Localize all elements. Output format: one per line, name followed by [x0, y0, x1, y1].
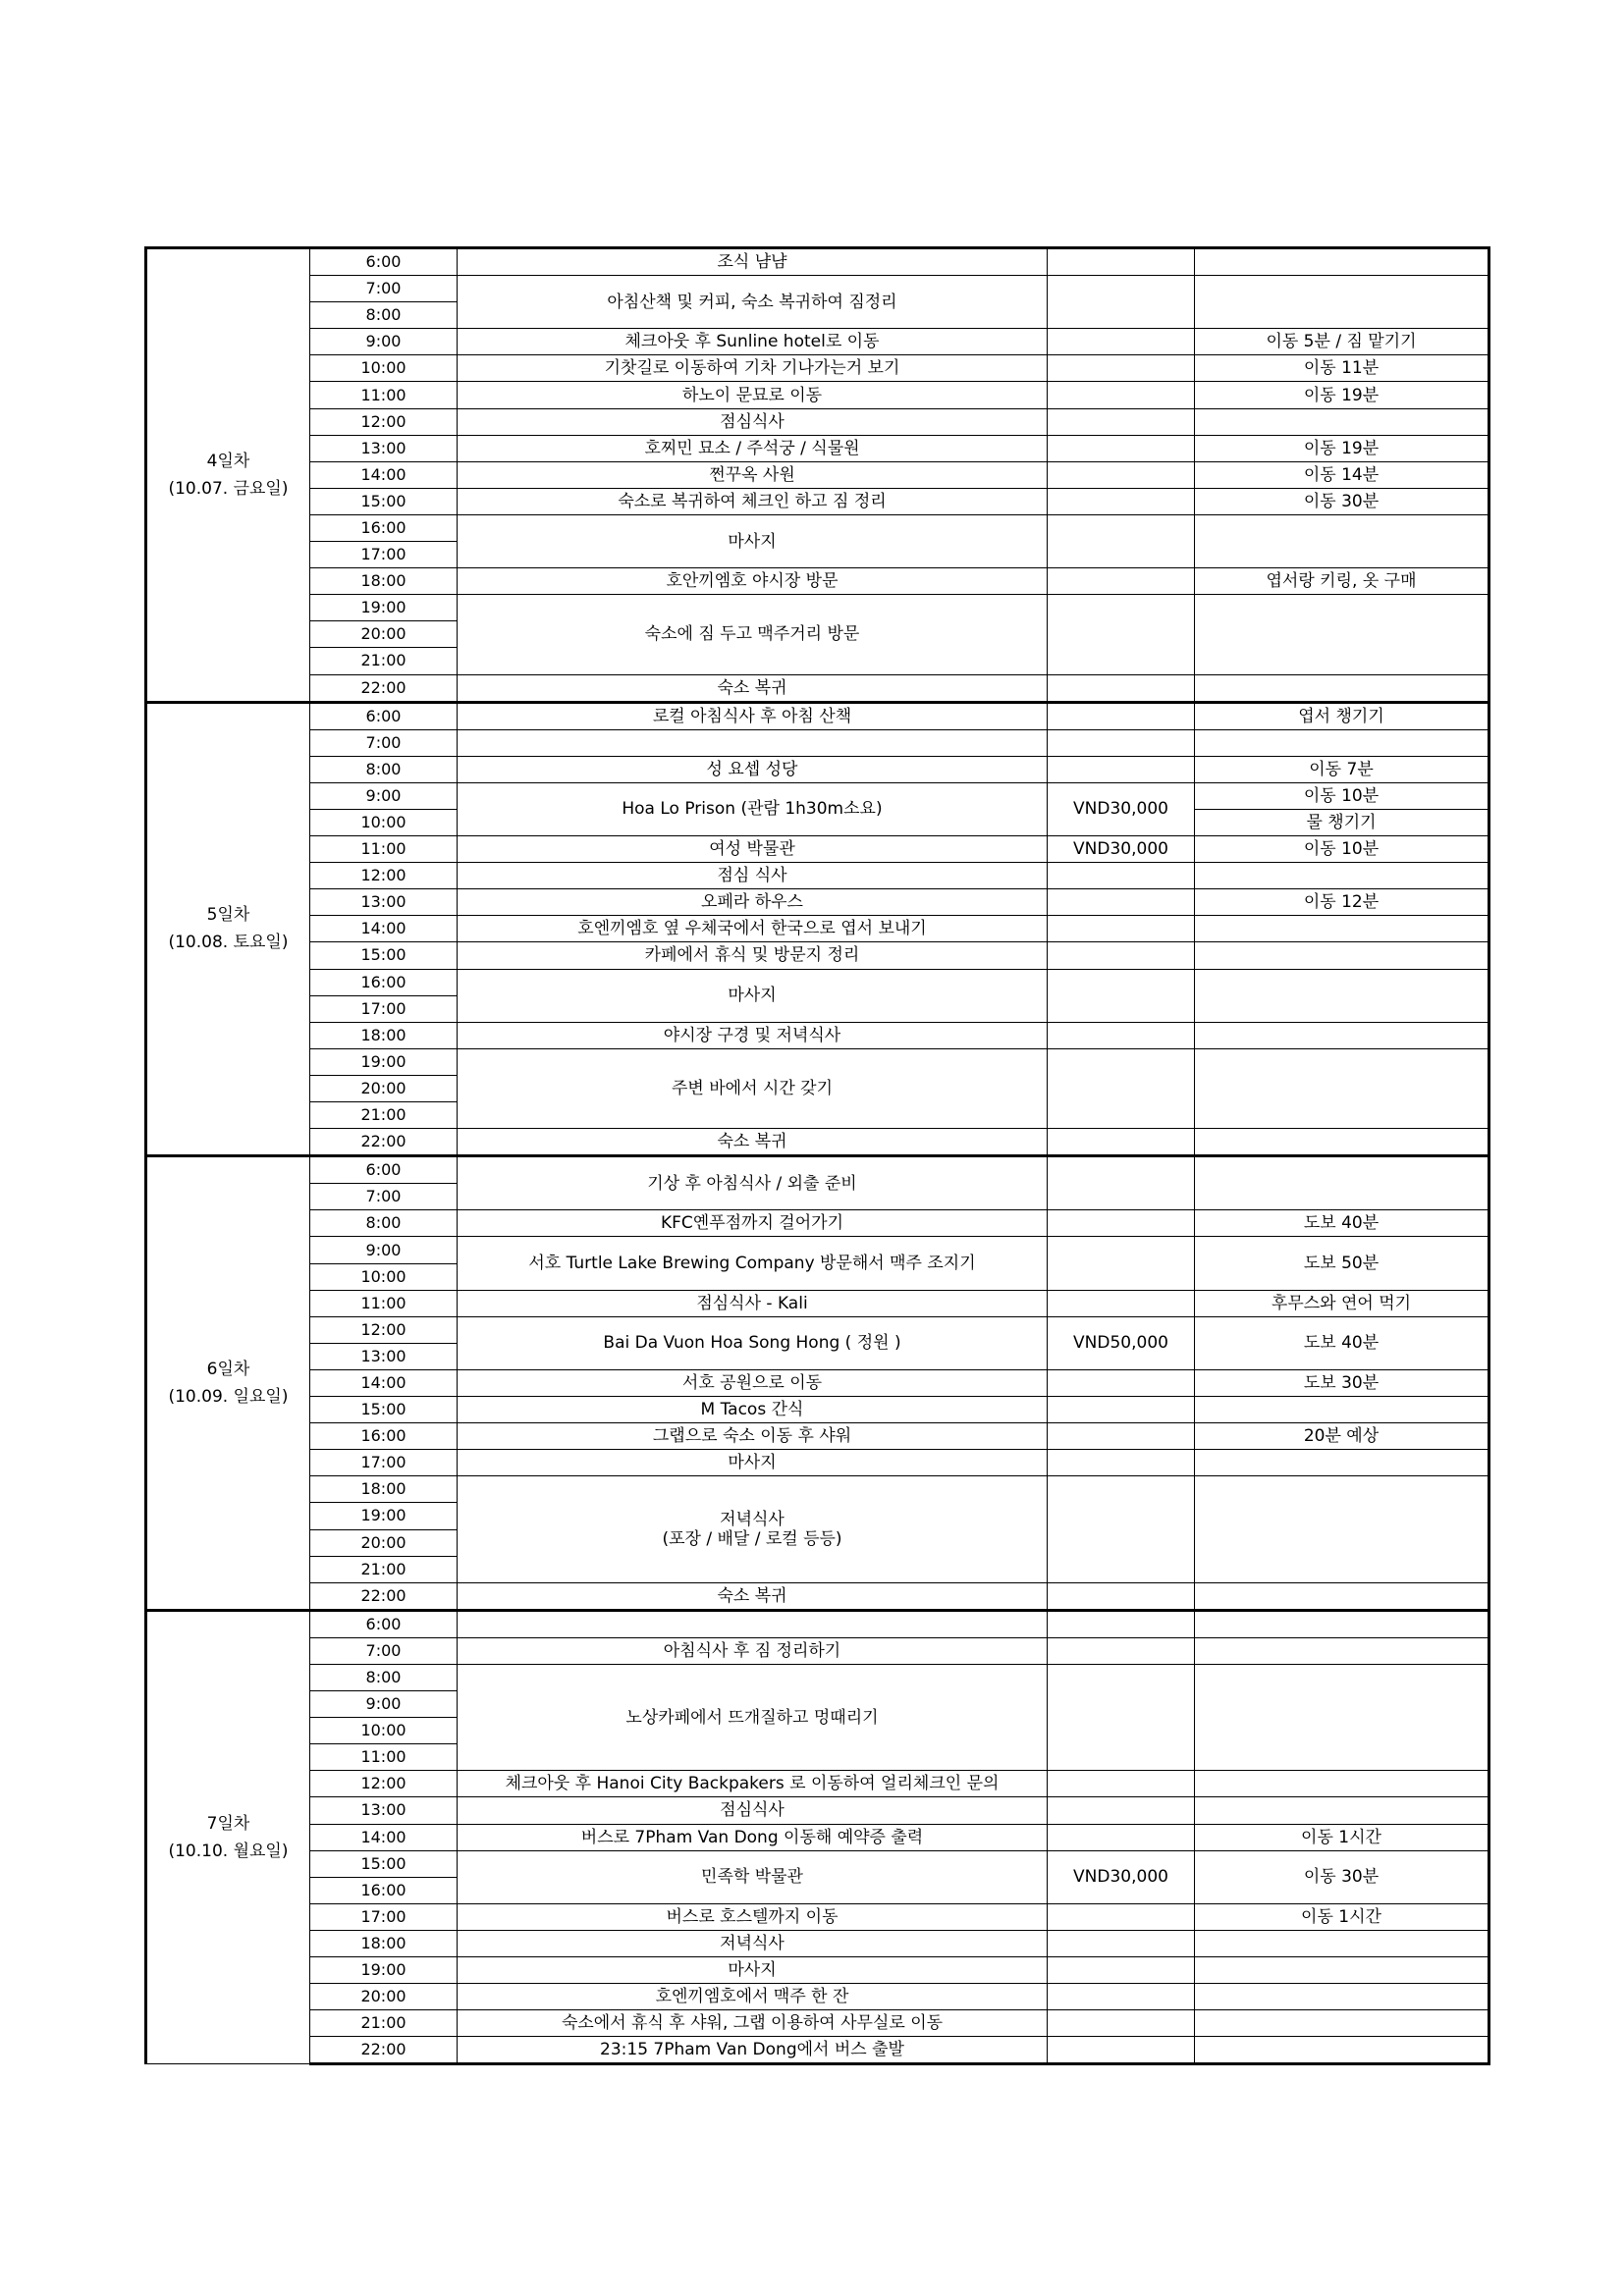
activity-cell: 야시장 구경 및 저녁식사 [458, 1022, 1048, 1048]
note-cell [1195, 1397, 1489, 1423]
time-cell: 13:00 [310, 889, 458, 916]
time-cell: 12:00 [310, 1316, 458, 1343]
schedule-row [146, 1610, 1489, 1637]
schedule-row [146, 1930, 1489, 1956]
activity-cell: 버스로 호스텔까지 이동 [458, 1903, 1048, 1930]
cost-cell [1048, 1156, 1195, 1210]
cost-cell [1048, 1048, 1195, 1128]
cost-cell [1048, 1022, 1195, 1048]
schedule-row [146, 276, 1489, 302]
time-cell: 7:00 [310, 1184, 458, 1210]
cost-cell [1048, 435, 1195, 461]
time-cell: 16:00 [310, 969, 458, 995]
schedule-row [146, 1156, 1489, 1184]
cost-cell [1048, 488, 1195, 514]
day-cell [146, 248, 310, 703]
note-cell [1195, 1610, 1489, 1637]
activity-cell: 마사지 [458, 1957, 1048, 1984]
time-cell: 8:00 [310, 1210, 458, 1237]
activity-cell: 호안끼엠호 야시장 방문 [458, 568, 1048, 595]
time-cell: 9:00 [310, 1691, 458, 1718]
cost-cell [1048, 1957, 1195, 1984]
note-cell: 도보 40분 [1195, 1210, 1489, 1237]
time-cell: 20:00 [310, 621, 458, 648]
schedule-row [146, 836, 1489, 863]
time-cell: 16:00 [310, 514, 458, 541]
schedule-row [146, 2010, 1489, 2037]
schedule-row [146, 863, 1489, 889]
time-cell: 12:00 [310, 408, 458, 435]
activity-cell: 카페에서 휴식 및 방문지 정리 [458, 942, 1048, 969]
cost-cell [1048, 1930, 1195, 1956]
note-cell: 이동 11분 [1195, 355, 1489, 382]
note-cell [1195, 942, 1489, 969]
cost-cell [1048, 2037, 1195, 2064]
day-date: (10.07. 금요일) [168, 478, 289, 499]
cost-cell [1048, 1450, 1195, 1476]
activity-cell: 숙소 복귀 [458, 1129, 1048, 1156]
note-cell [1195, 969, 1489, 1022]
activity-cell: Bai Da Vuon Hoa Song Hong ( 정원 ) [458, 1316, 1048, 1369]
activity-cell: 마사지 [458, 969, 1048, 1022]
activity-cell: 저녁식사 (포장 / 배달 / 로컬 등등) [458, 1476, 1048, 1582]
time-cell: 10:00 [310, 1718, 458, 1744]
activity-cell: 호엔끼엠호 옆 우체국에서 한국으로 엽서 보내기 [458, 916, 1048, 942]
schedule-row [146, 1423, 1489, 1450]
cost-cell [1048, 355, 1195, 382]
cost-cell [1048, 756, 1195, 782]
schedule-row [146, 435, 1489, 461]
cost-cell [1048, 1582, 1195, 1610]
note-cell [1195, 1048, 1489, 1128]
day-cell [146, 702, 310, 1156]
schedule-row [146, 1316, 1489, 1343]
schedule-row [146, 1797, 1489, 1824]
activity-cell: 마사지 [458, 1450, 1048, 1476]
note-cell [1195, 916, 1489, 942]
schedule-row [146, 1210, 1489, 1237]
activity-cell: 숙소로 복귀하여 체크인 하고 짐 정리 [458, 488, 1048, 514]
time-cell: 11:00 [310, 1290, 458, 1316]
note-cell [1195, 1156, 1489, 1210]
note-cell: 이동 5분 / 짐 맡기기 [1195, 329, 1489, 355]
note-cell [1195, 1582, 1489, 1610]
cost-cell [1048, 382, 1195, 408]
cost-cell [1048, 916, 1195, 942]
time-cell: 9:00 [310, 329, 458, 355]
cost-cell: VND30,000 [1048, 1850, 1195, 1903]
note-cell [1195, 514, 1489, 567]
time-cell: 12:00 [310, 863, 458, 889]
time-cell: 14:00 [310, 916, 458, 942]
time-cell: 22:00 [310, 1129, 458, 1156]
time-cell: 6:00 [310, 248, 458, 276]
cost-cell [1048, 595, 1195, 674]
schedule-row [146, 408, 1489, 435]
day-label: 4일차 [206, 451, 250, 471]
note-cell [1195, 1930, 1489, 1956]
time-cell: 10:00 [310, 1263, 458, 1290]
note-cell: 엽서랑 키링, 옷 구매 [1195, 568, 1489, 595]
activity-cell: Hoa Lo Prison (관람 1h30m소요) [458, 782, 1048, 835]
cost-cell: VND30,000 [1048, 836, 1195, 863]
day-date: (10.09. 일요일) [168, 1386, 289, 1407]
cost-cell [1048, 729, 1195, 756]
time-cell: 11:00 [310, 836, 458, 863]
note-cell [1195, 248, 1489, 276]
day-date: (10.10. 월요일) [168, 1842, 289, 1862]
day-date: (10.08. 토요일) [168, 933, 289, 953]
note-cell: 이동 10분 [1195, 782, 1489, 809]
activity-cell: 숙소에 짐 두고 맥주거리 방문 [458, 595, 1048, 674]
activity-cell: 숙소 복귀 [458, 1582, 1048, 1610]
schedule-row [146, 1397, 1489, 1423]
activity-cell: 기찻길로 이동하여 기차 기나가는거 보기 [458, 355, 1048, 382]
cost-cell [1048, 702, 1195, 729]
schedule-row [146, 1369, 1489, 1396]
cost-cell [1048, 1610, 1195, 1637]
activity-cell: 하노이 문묘로 이동 [458, 382, 1048, 408]
cost-cell: VND30,000 [1048, 782, 1195, 835]
time-cell: 19:00 [310, 595, 458, 621]
schedule-row [146, 1664, 1489, 1690]
time-cell: 6:00 [310, 702, 458, 729]
activity-cell: 23:15 7Pham Van Dong에서 버스 출발 [458, 2037, 1048, 2064]
time-cell: 19:00 [310, 1048, 458, 1075]
note-cell [1195, 1022, 1489, 1048]
activity-cell: 로컬 아침식사 후 아침 산책 [458, 702, 1048, 729]
note-cell [1195, 595, 1489, 674]
note-cell: 도보 40분 [1195, 1316, 1489, 1369]
activity-cell: 체크아웃 후 Hanoi City Backpakers 로 이동하여 얼리체크인 문의 [458, 1771, 1048, 1797]
time-cell: 13:00 [310, 435, 458, 461]
note-cell: 후무스와 연어 먹기 [1195, 1290, 1489, 1316]
cost-cell [1048, 276, 1195, 329]
activity-cell: 숙소 복귀 [458, 674, 1048, 702]
note-cell: 이동 7분 [1195, 756, 1489, 782]
time-cell: 6:00 [310, 1610, 458, 1637]
time-cell: 18:00 [310, 1930, 458, 1956]
time-cell: 17:00 [310, 1450, 458, 1476]
activity-cell: 노상카페에서 뜨개질하고 멍때리기 [458, 1664, 1048, 1770]
time-cell: 21:00 [310, 2010, 458, 2037]
time-cell: 22:00 [310, 674, 458, 702]
activity-cell: 조식 냠냠 [458, 248, 1048, 276]
cost-cell [1048, 1771, 1195, 1797]
note-cell: 엽서 챙기기 [1195, 702, 1489, 729]
note-cell [1195, 674, 1489, 702]
cost-cell [1048, 674, 1195, 702]
cost-cell [1048, 461, 1195, 488]
time-cell: 10:00 [310, 355, 458, 382]
activity-cell [458, 1610, 1048, 1637]
time-cell: 15:00 [310, 488, 458, 514]
schedule-row [146, 782, 1489, 809]
schedule-row [146, 1637, 1489, 1664]
activity-cell: 호찌민 묘소 / 주석궁 / 식물원 [458, 435, 1048, 461]
note-cell [1195, 1637, 1489, 1664]
time-cell: 8:00 [310, 1664, 458, 1690]
time-cell: 15:00 [310, 1397, 458, 1423]
day-label: 5일차 [206, 905, 250, 926]
note-cell [1195, 1771, 1489, 1797]
note-cell [1195, 2010, 1489, 2037]
time-cell: 21:00 [310, 648, 458, 674]
cost-cell [1048, 1984, 1195, 2010]
schedule-row [146, 729, 1489, 756]
note-cell [1195, 729, 1489, 756]
note-cell [1195, 1984, 1489, 2010]
schedule-row [146, 2037, 1489, 2064]
note-cell: 이동 19분 [1195, 382, 1489, 408]
time-cell: 19:00 [310, 1503, 458, 1529]
note-cell [1195, 2037, 1489, 2064]
schedule-row [146, 889, 1489, 916]
activity-cell: 민족학 박물관 [458, 1850, 1048, 1903]
schedule-row [146, 1984, 1489, 2010]
activity-cell [458, 729, 1048, 756]
time-cell: 9:00 [310, 782, 458, 809]
schedule-row [146, 461, 1489, 488]
schedule-row [146, 916, 1489, 942]
note-cell [1195, 276, 1489, 329]
note-cell [1195, 1957, 1489, 1984]
cost-cell [1048, 1664, 1195, 1770]
note-cell: 이동 1시간 [1195, 1824, 1489, 1850]
schedule-row [146, 1129, 1489, 1156]
time-cell: 17:00 [310, 995, 458, 1022]
schedule-row [146, 674, 1489, 702]
schedule-row [146, 702, 1489, 729]
schedule-row [146, 1957, 1489, 1984]
time-cell: 16:00 [310, 1877, 458, 1903]
time-cell: 14:00 [310, 1824, 458, 1850]
schedule-row [146, 355, 1489, 382]
cost-cell [1048, 1903, 1195, 1930]
schedule-row [146, 756, 1489, 782]
activity-cell: 숙소에서 휴식 후 샤워, 그랩 이용하여 사무실로 이동 [458, 2010, 1048, 2037]
schedule-row [146, 1771, 1489, 1797]
time-cell: 20:00 [310, 1984, 458, 2010]
time-cell: 8:00 [310, 756, 458, 782]
note-cell [1195, 1664, 1489, 1770]
time-cell: 21:00 [310, 1556, 458, 1582]
cost-cell [1048, 568, 1195, 595]
itinerary-body [146, 248, 1489, 2064]
time-cell: 7:00 [310, 729, 458, 756]
activity-cell: 점심식사 [458, 1797, 1048, 1824]
activity-cell: 아침산책 및 커피, 숙소 복귀하여 짐정리 [458, 276, 1048, 329]
time-cell: 13:00 [310, 1797, 458, 1824]
note-cell [1195, 1450, 1489, 1476]
time-cell: 20:00 [310, 1529, 458, 1556]
time-cell: 7:00 [310, 276, 458, 302]
schedule-row [146, 1824, 1489, 1850]
activity-cell: 아침식사 후 짐 정리하기 [458, 1637, 1048, 1664]
time-cell: 10:00 [310, 809, 458, 835]
cost-cell [1048, 863, 1195, 889]
schedule-row [146, 514, 1489, 541]
time-cell: 21:00 [310, 1102, 458, 1129]
schedule-row [146, 488, 1489, 514]
cost-cell [1048, 1129, 1195, 1156]
time-cell: 18:00 [310, 1022, 458, 1048]
cost-cell [1048, 1237, 1195, 1290]
schedule-row [146, 1290, 1489, 1316]
time-cell: 19:00 [310, 1957, 458, 1984]
schedule-row [146, 1450, 1489, 1476]
activity-cell: 여성 박물관 [458, 836, 1048, 863]
cost-cell [1048, 2010, 1195, 2037]
schedule-row [146, 248, 1489, 276]
time-cell: 14:00 [310, 461, 458, 488]
note-cell [1195, 1129, 1489, 1156]
itinerary-table [144, 246, 1490, 2065]
cost-cell [1048, 514, 1195, 567]
cost-cell [1048, 942, 1195, 969]
note-cell [1195, 1476, 1489, 1582]
activity-cell: 저녁식사 [458, 1930, 1048, 1956]
day-label: 7일차 [206, 1814, 250, 1835]
activity-cell: 성 요셉 성당 [458, 756, 1048, 782]
note-cell: 이동 12분 [1195, 889, 1489, 916]
time-cell: 13:00 [310, 1343, 458, 1369]
activity-cell: 서호 Turtle Lake Brewing Company 방문해서 맥주 조지기 [458, 1237, 1048, 1290]
day-label: 6일차 [206, 1359, 250, 1379]
schedule-row [146, 1903, 1489, 1930]
cost-cell [1048, 1290, 1195, 1316]
cost-cell: VND50,000 [1048, 1316, 1195, 1369]
schedule-row [146, 1582, 1489, 1610]
activity-cell: 마사지 [458, 514, 1048, 567]
time-cell: 18:00 [310, 568, 458, 595]
time-cell: 16:00 [310, 1423, 458, 1450]
time-cell: 20:00 [310, 1075, 458, 1101]
time-cell: 11:00 [310, 382, 458, 408]
note-cell [1195, 1797, 1489, 1824]
cost-cell [1048, 408, 1195, 435]
time-cell: 6:00 [310, 1156, 458, 1184]
schedule-row [146, 1237, 1489, 1263]
cost-cell [1048, 329, 1195, 355]
cost-cell [1048, 1824, 1195, 1850]
note-cell: 이동 19분 [1195, 435, 1489, 461]
time-cell: 22:00 [310, 2037, 458, 2064]
cost-cell [1048, 1397, 1195, 1423]
note-cell: 20분 예상 [1195, 1423, 1489, 1450]
activity-cell: 점심식사 [458, 408, 1048, 435]
time-cell: 14:00 [310, 1369, 458, 1396]
activity-cell: 기상 후 아침식사 / 외출 준비 [458, 1156, 1048, 1210]
cost-cell [1048, 1637, 1195, 1664]
schedule-row [146, 329, 1489, 355]
cost-cell [1048, 1797, 1195, 1824]
note-cell: 물 챙기기 [1195, 809, 1489, 835]
note-cell: 도보 30분 [1195, 1369, 1489, 1396]
schedule-row [146, 595, 1489, 621]
cost-cell [1048, 889, 1195, 916]
cost-cell [1048, 969, 1195, 1022]
schedule-row [146, 1850, 1489, 1877]
day-cell [146, 1610, 310, 2064]
time-cell: 17:00 [310, 542, 458, 568]
schedule-row [146, 1476, 1489, 1503]
note-cell: 이동 1시간 [1195, 1903, 1489, 1930]
cost-cell [1048, 1476, 1195, 1582]
cost-cell [1048, 1369, 1195, 1396]
schedule-row [146, 969, 1489, 995]
note-cell [1195, 863, 1489, 889]
activity-cell: 점심식사 - Kali [458, 1290, 1048, 1316]
cost-cell [1048, 1423, 1195, 1450]
time-cell: 22:00 [310, 1582, 458, 1610]
activity-cell: 주변 바에서 시간 갖기 [458, 1048, 1048, 1128]
time-cell: 11:00 [310, 1744, 458, 1771]
time-cell: 12:00 [310, 1771, 458, 1797]
activity-cell: 호엔끼엠호에서 맥주 한 잔 [458, 1984, 1048, 2010]
activity-cell: 버스로 7Pham Van Dong 이동해 예약증 출력 [458, 1824, 1048, 1850]
time-cell: 9:00 [310, 1237, 458, 1263]
time-cell: 7:00 [310, 1637, 458, 1664]
note-cell: 이동 30분 [1195, 1850, 1489, 1903]
day-cell [146, 1156, 310, 1611]
time-cell: 15:00 [310, 942, 458, 969]
schedule-row [146, 382, 1489, 408]
activity-cell: 점심 식사 [458, 863, 1048, 889]
note-cell: 이동 14분 [1195, 461, 1489, 488]
cost-cell [1048, 248, 1195, 276]
note-cell [1195, 408, 1489, 435]
activity-cell: 쩐꾸옥 사원 [458, 461, 1048, 488]
schedule-row [146, 568, 1489, 595]
time-cell: 15:00 [310, 1850, 458, 1877]
note-cell: 도보 50분 [1195, 1237, 1489, 1290]
activity-cell: 체크아웃 후 Sunline hotel로 이동 [458, 329, 1048, 355]
activity-cell: 그랩으로 숙소 이동 후 샤워 [458, 1423, 1048, 1450]
activity-cell: KFC옌푸점까지 걸어가기 [458, 1210, 1048, 1237]
schedule-row [146, 1022, 1489, 1048]
time-cell: 8:00 [310, 302, 458, 329]
note-cell: 이동 10분 [1195, 836, 1489, 863]
activity-cell: 오페라 하우스 [458, 889, 1048, 916]
activity-cell: 서호 공원으로 이동 [458, 1369, 1048, 1396]
note-cell: 이동 30분 [1195, 488, 1489, 514]
activity-cell: M Tacos 간식 [458, 1397, 1048, 1423]
schedule-row [146, 1048, 1489, 1075]
time-cell: 18:00 [310, 1476, 458, 1503]
time-cell: 17:00 [310, 1903, 458, 1930]
schedule-row [146, 942, 1489, 969]
cost-cell [1048, 1210, 1195, 1237]
